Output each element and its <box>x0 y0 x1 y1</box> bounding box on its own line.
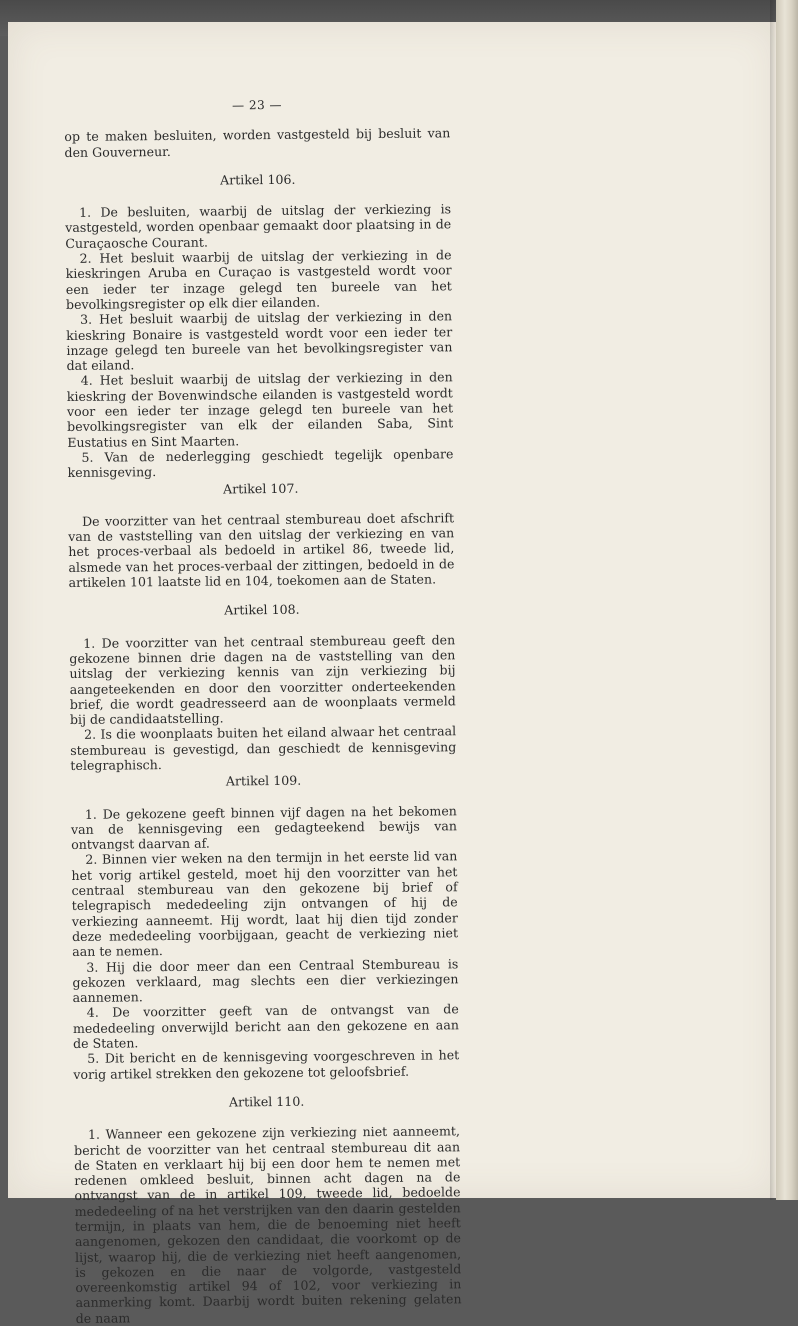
paragraph: De voorzitter van het centraal stembureau doet afschrift van de vaststelling van den uitslag der verkiezing en van het proces-verbaal als bedoeld in artikel 86, tweede lid, alsmede van het proces-verbaal der zittingen, bedoeld in de artikelen 101 laatste lid en 104, toekomen aan de Staten. <box>68 510 455 590</box>
paragraph: 1. Wanneer een gekozene zijn verkiezing niet aanneemt, bericht de voorzitter van het centraal stembureau dit aan de Staten en verklaart hij bij een door hem te nemen met redenen omkleed besluit, binnen acht dagen na de ontvangst van de in artikel 109, tweede lid, bedoelde mededeeling of na het verstrijken van den daarin gestelden termijn, in plaats van hem, die de benoeming niet heeft aangenomen, gekozen den candidaat, die voorkomt op de lijst, waarop hij, die de verkiezing niet heeft aangenomen, is gekozen en die naar de volgorde, vastgesteld overeenkomstig artikel 94 of 102, voor verkiezing in aanmerking komt. Daarbij wordt buiten rekening gelaten de naam <box>74 1123 462 1326</box>
paragraph: 1. De besluiten, waarbij de uitslag der verkiezing is vastgesteld, worden openbaar gemaakt door plaatsing in de Curaçaosche Courant. <box>65 201 452 251</box>
article-106 <box>65 170 454 480</box>
paragraph: 3. Het besluit waarbij de uitslag der verkiezing in den kieskring Bonaire is vastgesteld wordt voor een ieder ter inzage gelegd ten bureele van het bevolkingsregister van dat eiland. <box>66 308 453 374</box>
article-110 <box>74 1092 462 1326</box>
page-number: — 23 — <box>232 97 283 113</box>
paragraph: 2. Is die woonplaats buiten het eiland alwaar het centraal stembureau is gevestigd, dan geschiedt de kennisgeving telegraphisch. <box>70 723 457 773</box>
paragraph: 3. Hij die door meer dan een Centraal Stembureau is gekozen verklaard, mag slechts een dier verkiezingen aannemen. <box>72 955 459 1006</box>
opening-paragraph: op te maken besluiten, worden vastgesteld bij besluit van den Gouverneur. <box>64 125 451 160</box>
article-107 <box>68 479 455 590</box>
article-heading: Artikel 109. <box>225 773 302 789</box>
article-heading: Artikel 107. <box>222 480 299 497</box>
paragraph: 4. De voorzitter geeft van de ontvangst van de mededeeling onverwijld bericht aan den gekozene en aan de Staten. <box>72 1001 459 1051</box>
article-heading: Artikel 110. <box>228 1093 305 1110</box>
paragraph: 5. Dit bericht en de kennisgeving voorgeschreven in het vorig artikel strekken den gekozene tot geloofsbrief. <box>73 1047 460 1082</box>
article-heading: Artikel 108. <box>224 602 300 618</box>
paragraph: 1. De gekozene geeft binnen vijf dagen na het bekomen van de kennisgeving een gedagteekend bewijs van ontvangst daarvan af. <box>70 802 458 853</box>
document-text <box>64 96 462 1326</box>
paragraph: 4. Het besluit waarbij de uitslag der verkiezing in den kieskring der Bovenwindsche eilanden is vastgesteld wordt voor een ieder ter inzage gelegd ten bureele van het bevolkingsregister van elk der eilanden Saba, Sint Eustatius en Sint Maarten. <box>66 369 454 450</box>
paragraph: 5. Van de nederlegging geschiedt tegelijk openbare kennisgeving. <box>67 446 454 481</box>
paragraph: 2. Het besluit waarbij de uitslag der verkiezing in de kieskringen Aruba en Curaçao is vastgesteld wordt voor een ieder ter inzage gelegd ten bureele van het bevolkingsregister op elk dier eilanden. <box>65 247 452 312</box>
adjacent-page-edge <box>776 0 798 1200</box>
article-heading: Artikel 106. <box>220 171 296 188</box>
article-108 <box>69 601 457 774</box>
article-109 <box>70 772 459 1082</box>
paragraph: 2. Binnen vier weken na den termijn in het eerste lid van het vorig artikel gesteld, moet hij den voorzitter van het centraal stembureau van den gekozene bij brief of telegrapisch mededeeling zijn ontvangen of hij de verkiezing aanneemt. Hij wordt, laat hij dien tijd zonder deze mededeeling voorbijgaan, geacht de verkiezing niet aan te nemen. <box>71 848 459 960</box>
paragraph: 1. De voorzitter van het centraal stembureau geeft den gekozene binnen drie dagen na de vaststelling van den uitslag der verkiezing kennis van zijn verkiezing bij aangeteekenden en door den voorzitter onderteekenden brief, die wordt geadresseerd aan de woonplaats vermeld bij de candidaatstelling. <box>69 631 456 728</box>
